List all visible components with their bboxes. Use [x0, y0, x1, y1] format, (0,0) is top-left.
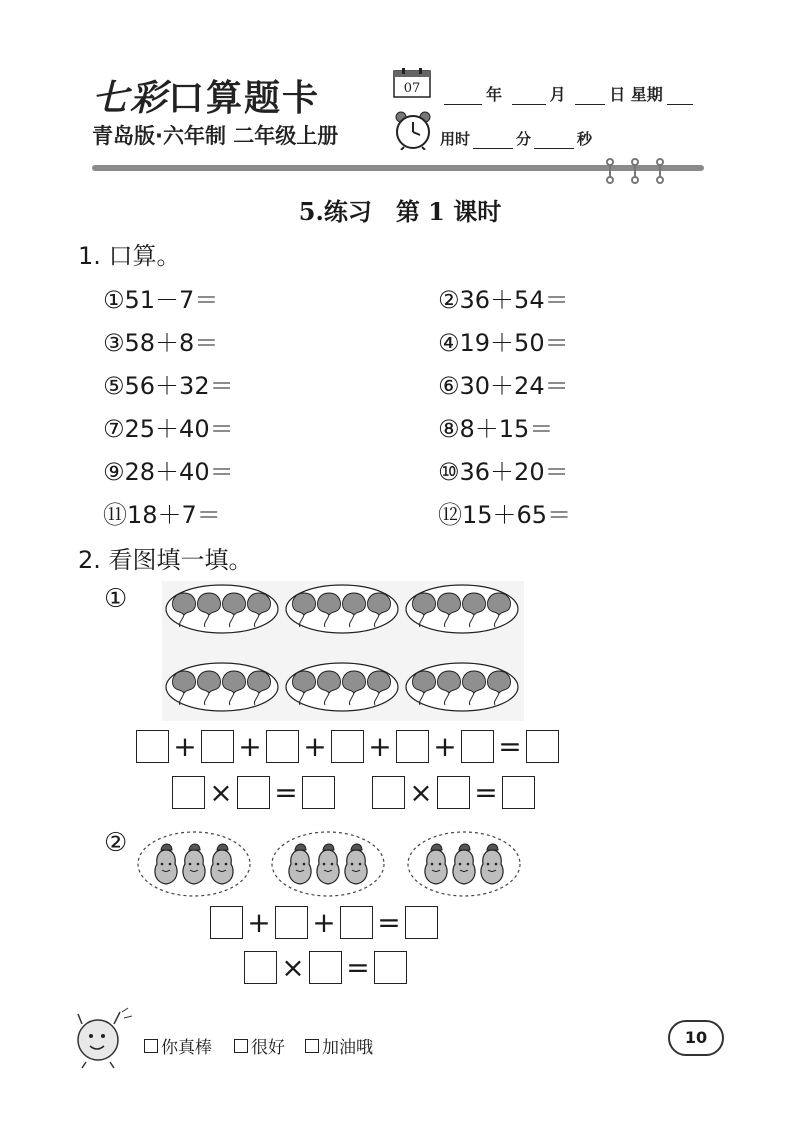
answer-box[interactable]: [526, 730, 559, 763]
calendar-icon: [393, 68, 431, 98]
answer-box[interactable]: [374, 951, 407, 984]
problem-12: ⑫15＋65＝: [438, 501, 572, 529]
binder-rings-icon: [600, 158, 670, 184]
pear-group: [272, 832, 384, 896]
answer-box[interactable]: [266, 730, 299, 763]
pear-group: [408, 832, 520, 896]
mascot-icon: [72, 1006, 134, 1070]
answer-box[interactable]: [244, 951, 277, 984]
plus-sign: +: [433, 730, 457, 763]
time-used-label: 用时: [440, 130, 471, 148]
pear-group: [138, 832, 250, 896]
answer-box[interactable]: [302, 776, 335, 809]
rating-checkbox[interactable]: [144, 1039, 158, 1053]
answer-box[interactable]: [201, 730, 234, 763]
fruit-group: [406, 585, 518, 633]
weekday-blank[interactable]: [667, 90, 693, 105]
year-blank[interactable]: [444, 90, 482, 105]
times-sign: ×: [209, 776, 233, 809]
fruit-group: [286, 585, 398, 633]
answer-box[interactable]: [405, 906, 438, 939]
times-sign: ×: [409, 776, 433, 809]
month-blank[interactable]: [512, 90, 546, 105]
time-fill-row: [440, 128, 592, 149]
equals-sign: =: [474, 776, 498, 809]
problem-5: ⑤56＋32＝: [103, 372, 234, 400]
equals-sign: =: [377, 906, 401, 939]
problem-3: ③58＋8＝: [103, 329, 219, 357]
answer-box[interactable]: [237, 776, 270, 809]
problem-10: ⑩36＋20＝: [438, 458, 569, 486]
brand-logo: [92, 70, 320, 121]
fruit-group: [166, 663, 278, 711]
pear-groups-figure: [134, 828, 534, 900]
multiplication-equation-1a: [172, 776, 335, 809]
answer-box[interactable]: [210, 906, 243, 939]
date-fill-row: [440, 82, 697, 105]
rating-label: 加油哦: [322, 1038, 373, 1058]
rating-checkbox[interactable]: [305, 1039, 319, 1053]
equals-sign: =: [274, 776, 298, 809]
problem-11: ⑪18＋7＝: [103, 501, 221, 529]
addition-equation-2: [210, 906, 438, 939]
day-label: 日: [609, 85, 626, 104]
answer-box[interactable]: [172, 776, 205, 809]
equals-sign: =: [498, 730, 522, 763]
minutes-label: 分: [516, 130, 532, 148]
rating-label: 很好: [251, 1038, 285, 1058]
sub-question-2-label: ②: [104, 828, 128, 858]
rating-option-good[interactable]: [234, 1033, 285, 1058]
multiplication-equation-2: [244, 951, 407, 984]
day-blank[interactable]: [575, 90, 605, 105]
problem-2: ②36＋54＝: [438, 286, 569, 314]
addition-equation-1: [136, 730, 559, 763]
plus-sign: +: [247, 906, 271, 939]
minutes-blank[interactable]: [473, 134, 513, 149]
fruit-group: [406, 663, 518, 711]
brand-suffix: 口算题卡: [168, 77, 321, 119]
fruit-groups-figure: [162, 581, 524, 721]
month-label: 月: [549, 85, 566, 104]
answer-box[interactable]: [372, 776, 405, 809]
answer-box[interactable]: [340, 906, 373, 939]
times-sign: ×: [281, 951, 305, 984]
plus-sign: +: [238, 730, 262, 763]
answer-box[interactable]: [437, 776, 470, 809]
multiplication-equation-1b: [372, 776, 535, 809]
rating-option-keep-going[interactable]: [305, 1033, 373, 1058]
answer-box[interactable]: [309, 951, 342, 984]
calendar-day: 07: [403, 81, 421, 96]
problem-7: ⑦25＋40＝: [103, 415, 234, 443]
page-number: 10: [668, 1020, 724, 1056]
plus-sign: +: [368, 730, 392, 763]
fruit-group: [166, 585, 278, 633]
answer-box[interactable]: [396, 730, 429, 763]
sub-question-1-label: ①: [104, 584, 128, 614]
answer-box[interactable]: [275, 906, 308, 939]
edition-label: 青岛版·六年制 二年级上册: [92, 124, 339, 148]
plus-sign: +: [303, 730, 327, 763]
seconds-label: 秒: [577, 130, 593, 148]
problem-6: ⑥30＋24＝: [438, 372, 569, 400]
rating-option-great[interactable]: [144, 1033, 212, 1058]
brand-prefix: 七彩: [92, 77, 169, 119]
rating-label: 你真棒: [161, 1038, 212, 1058]
problem-8: ⑧8＋15＝: [438, 415, 554, 443]
plus-sign: +: [312, 906, 336, 939]
answer-box[interactable]: [331, 730, 364, 763]
rating-checkbox[interactable]: [234, 1039, 248, 1053]
plus-sign: +: [173, 730, 197, 763]
problem-4: ④19＋50＝: [438, 329, 569, 357]
answer-box[interactable]: [136, 730, 169, 763]
weekday-label: 星期: [630, 85, 663, 104]
clock-icon: [393, 110, 433, 150]
problem-9: ⑨28＋40＝: [103, 458, 234, 486]
equals-sign: =: [346, 951, 370, 984]
seconds-blank[interactable]: [534, 134, 574, 149]
year-label: 年: [486, 85, 503, 104]
problem-1: ①51－7＝: [103, 286, 219, 314]
answer-box[interactable]: [461, 730, 494, 763]
section2-heading: 2. 看图填一填。: [78, 546, 253, 574]
section1-heading: 1. 口算。: [78, 242, 181, 270]
fruit-group: [286, 663, 398, 711]
lesson-title: 5.练习 第 1 课时: [298, 197, 502, 226]
answer-box[interactable]: [502, 776, 535, 809]
